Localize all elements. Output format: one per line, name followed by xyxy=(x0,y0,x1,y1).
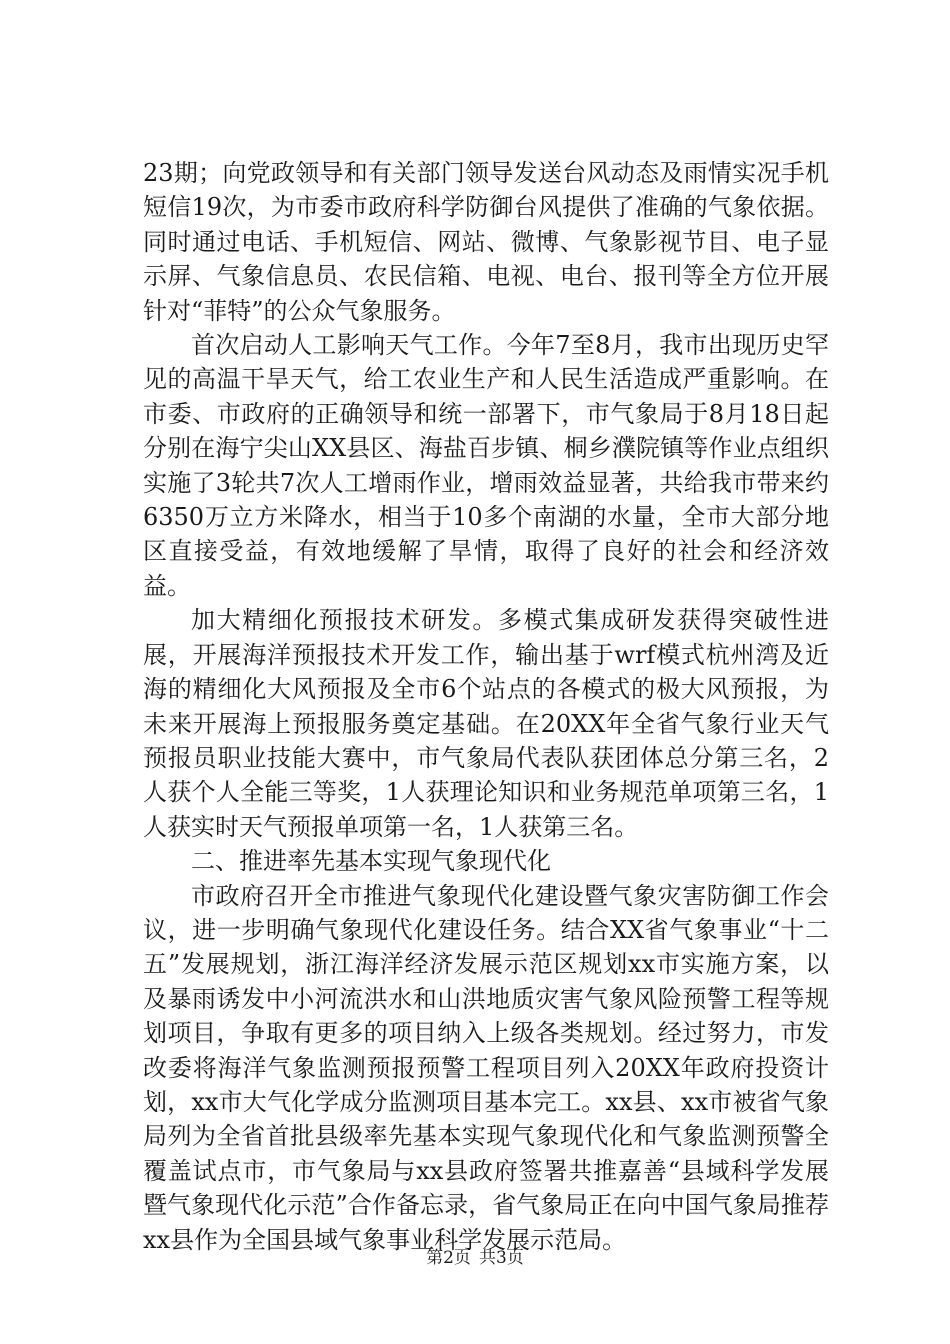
page-total: 共3页 xyxy=(479,1248,524,1268)
paragraph-weather-modification: 首次启动人工影响天气工作。今年7至8月，我市出现历史罕见的高温干旱天气，给工农业生产和人民生活造成严重影响。在市委、市政府的正确领导和统一部署下，市气象局于8月18日起分别在海宁尖山XX县区、海盐百步镇、桐乡濮院镇等作业点组织实施了3轮共7次人工增雨作业，增雨效益显著，共给我市带来约6350万立方米降水，相当于10多个南湖的水量，全市大部分地区直接受益，有效地缓解了旱情，取得了良好的社会和经济效益。 xyxy=(143,331,829,600)
paragraph-forecast-research: 加大精细化预报技术研发。多模式集成研发获得突破性进展，开展海洋预报技术开发工作，输出基于wrf模式杭州湾及近海的精细化大风预报及全市6个站点的各模式的极大风预报，为未来开展海上预报服务奠定基础。在20XX年全省气象行业天气预报员职业技能大赛中，市气象局代表队获团体总分第三名，2人获个人全能三等奖，1人获理论知识和业务规范单项第三名，1人获实时天气预报单项第一名，1人获第三名。 xyxy=(143,606,829,841)
paragraph-modernization: 市政府召开全市推进气象现代化建设暨气象灾害防御工作会议，进一步明确气象现代化建设任务。结合XX省气象事业“十二五”发展规划，浙江海洋经济发展示范区规划xx市实施方案，以及暴雨诱发中小河流洪水和山洪地质灾害气象风险预警工程等规划项目，争取有更多的项目纳入上级各类规划。经过努力，市发改委将海洋气象监测预报预警工程项目列入20XX年政府投资计划，xx市大气化学成分监测项目基本完工。xx县、xx市被省气象局列为全省首批县级率先基本实现气象现代化和气象监测预警全覆盖试点市，市气象局与xx县政府签署共推嘉善“县域科学发展暨气象现代化示范”合作备忘录，省气象局正在向中国气象局推荐xx县作为全国县域气象事业科学发展示范局。 xyxy=(143,881,829,1254)
section-heading-modernization: 二、推进率先基本实现气象现代化 xyxy=(191,847,551,876)
document-body xyxy=(143,156,829,1257)
page-number: 第2页 xyxy=(426,1248,471,1268)
paragraph-typhoon-service: 23期；向党政领导和有关部门领导发送台风动态及雨情实况手机短信19次，为市委市政府科学防御台风提供了准确的气象依据。同时通过电话、手机短信、网站、微博、气象影视节目、电子显示屏、气象信息员、农民信箱、电视、电台、报刊等全方位开展针对“菲特”的公众气象服务。 xyxy=(143,159,829,325)
page-footer xyxy=(0,1243,950,1268)
